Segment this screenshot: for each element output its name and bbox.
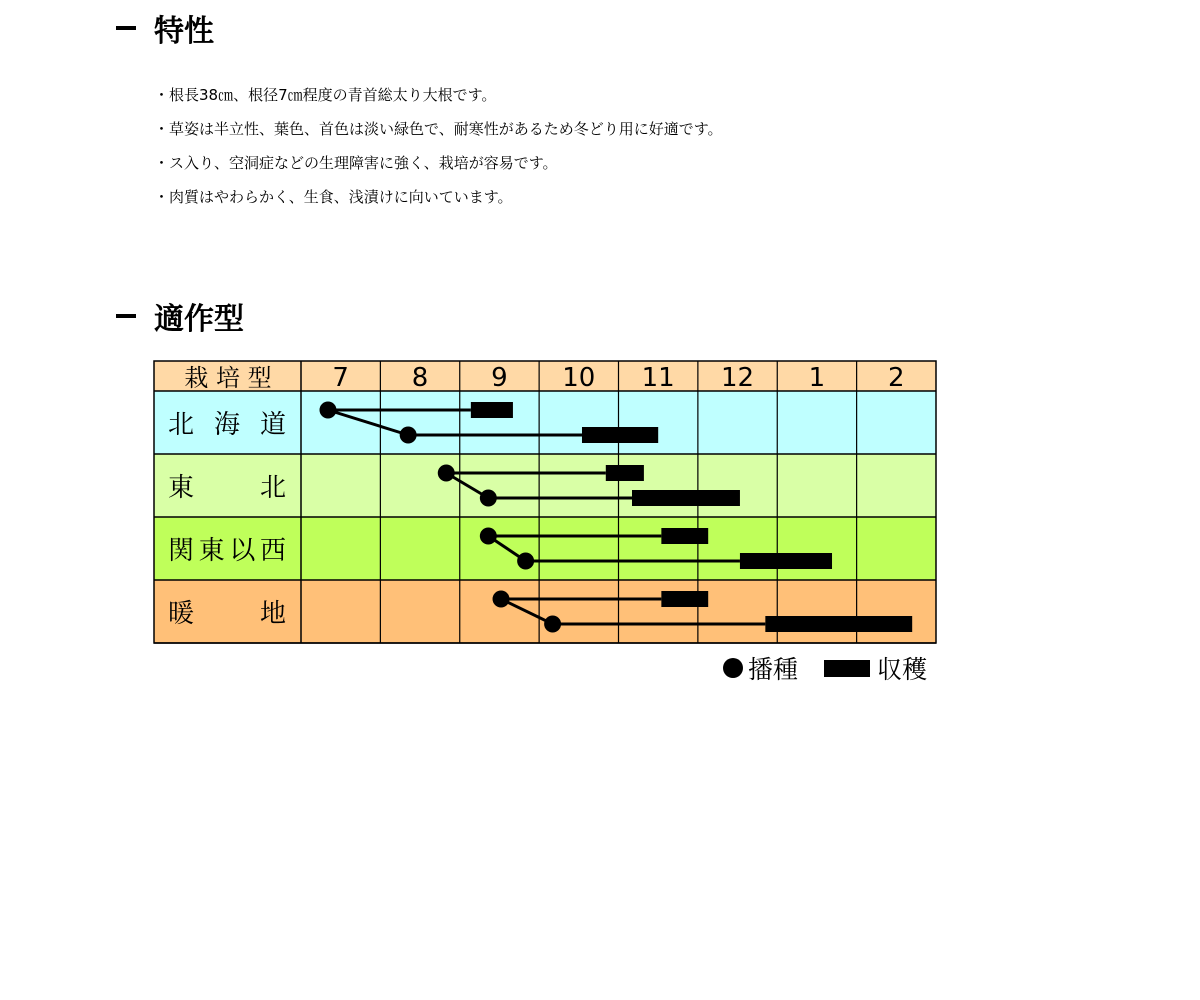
sowing-dot <box>480 490 497 507</box>
month-label: 11 <box>641 363 675 393</box>
month-label: 7 <box>332 363 349 393</box>
legend-harvest-label: 収穫 <box>877 655 928 684</box>
harvest-bar <box>471 402 513 418</box>
row-label: 北 海 道 <box>168 410 286 440</box>
harvest-bar <box>582 427 658 443</box>
sowing-dot <box>438 465 455 482</box>
legend-sow-icon <box>723 658 743 678</box>
legend-harvest-icon <box>824 660 870 677</box>
list-item: ・根長38㎝、根径7㎝程度の青首総太り大根です。 <box>154 86 497 104</box>
section-title-text: 特性 <box>154 14 214 49</box>
harvest-bar <box>606 465 644 481</box>
month-label: 1 <box>808 363 826 393</box>
sowing-dot <box>544 616 561 633</box>
section-title-text: 適作型 <box>154 302 244 337</box>
sowing-dot <box>400 427 417 444</box>
harvest-bar <box>632 490 740 506</box>
row-label: 東 北 <box>168 473 286 503</box>
month-label: 2 <box>888 363 905 393</box>
row-label: 関東以西 <box>168 536 286 566</box>
sowing-dot <box>319 402 336 419</box>
row-label: 暖 地 <box>168 599 286 629</box>
sowing-dot <box>517 553 534 570</box>
harvest-bar <box>661 528 708 544</box>
month-label: 12 <box>721 363 755 393</box>
month-label: 8 <box>411 363 429 393</box>
list-item: ・ス入り、空洞症などの生理障害に強く、栽培が容易です。 <box>154 154 558 172</box>
sowing-dot <box>480 528 497 545</box>
legend-sow-label: 播種 <box>748 655 799 684</box>
month-label: 9 <box>491 363 508 393</box>
harvest-bar <box>765 616 912 632</box>
list-item: ・肉質はやわらかく、生食、浅漬けに向いています。 <box>154 188 513 206</box>
sowing-dot <box>493 591 510 608</box>
harvest-bar <box>740 553 832 569</box>
harvest-bar <box>661 591 708 607</box>
list-item: ・草姿は半立性、葉色、首色は淡い緑色で、耐寒性があるため冬どり用に好適です。 <box>154 120 723 138</box>
header-label: 栽 培 型 <box>184 364 272 392</box>
month-label: 10 <box>562 363 596 393</box>
